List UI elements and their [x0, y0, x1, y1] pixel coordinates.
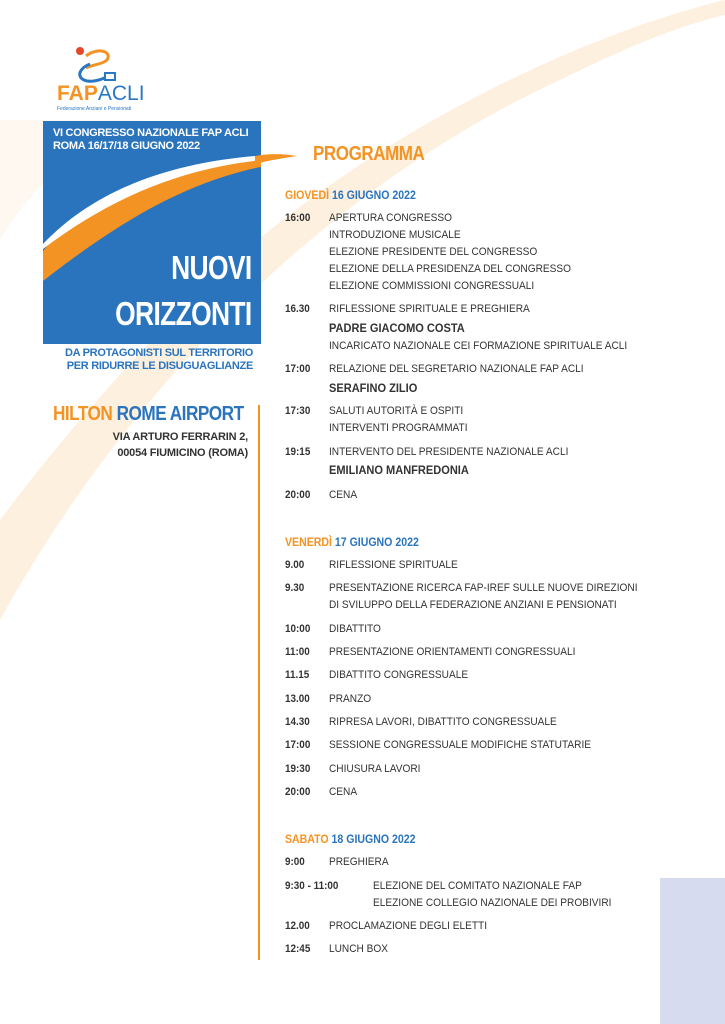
schedule-event: RELAZIONE DEL SEGRETARIO NAZIONALE FAP ACLI: [329, 363, 584, 375]
logo-acli-text: ACLI: [97, 82, 145, 105]
divider-line: [258, 405, 260, 960]
swoosh-tail: [255, 148, 300, 168]
schedule-event: SESSIONE CONGRESSUALE MODIFICHE STATUTARIE: [329, 739, 592, 751]
venue-name-part-2: ROME AIRPORT: [116, 403, 244, 425]
tagline-line-1: DA PROTAGONISTI SUL TERRITORIO: [65, 347, 253, 359]
schedule-time: 14.30: [285, 716, 310, 728]
schedule-event: LUNCH BOX: [329, 943, 389, 955]
schedule-event: ELEZIONE COMMISSIONI CONGRESSUALI: [329, 280, 535, 292]
schedule-time: 12:45: [285, 943, 311, 955]
title-line-1: NUOVI: [171, 249, 252, 286]
venue-address-line-2: 00054 FIUMICINO (ROMA): [117, 447, 248, 459]
schedule-time: 16:00: [285, 212, 311, 224]
schedule-event: PRESENTAZIONE RICERCA FAP-IREF SULLE NUOVE DIREZIONI: [329, 582, 638, 594]
schedule-event: ELEZIONE PRESIDENTE DEL CONGRESSO: [329, 246, 538, 258]
schedule-event: RIFLESSIONE SPIRITUALE E PREGHIERA: [329, 303, 530, 315]
schedule-time: 19:30: [285, 763, 311, 775]
schedule-event: CHIUSURA LAVORI: [329, 763, 421, 775]
schedule-event: PREGHIERA: [329, 856, 389, 868]
schedule-time: 20:00: [285, 786, 311, 798]
congress-line-2: ROMA 16/17/18 GIUGNO 2022: [53, 140, 200, 152]
schedule-event: CENA: [329, 786, 358, 798]
day-heading: [285, 832, 416, 846]
schedule-time: 9:00: [285, 856, 305, 868]
day-date: 18 GIUGNO 2022: [331, 832, 416, 846]
speaker-name: EMILIANO MANFREDONIA: [329, 463, 469, 477]
venue-address-line-1: VIA ARTURO FERRARIN 2,: [112, 431, 248, 443]
title-line-2: ORIZZONTI: [115, 295, 252, 332]
schedule-event: ELEZIONE DELLA PRESIDENZA DEL CONGRESSO: [329, 263, 572, 275]
day-name: VENERDÌ: [285, 535, 332, 549]
schedule-time: 13.00: [285, 693, 310, 705]
schedule-time: 9:30 - 11:00: [285, 880, 339, 892]
schedule-event: PRANZO: [329, 693, 372, 705]
schedule-time: 19:15: [285, 446, 311, 458]
schedule-time: 11:00: [285, 646, 310, 658]
venue-name-part-1: HILTON: [53, 403, 113, 425]
congress-title-box: [43, 121, 261, 344]
schedule-event: DI SVILUPPO DELLA FEDERAZIONE ANZIANI E PENSIONATI: [329, 599, 617, 611]
schedule-event: SALUTI AUTORITÀ E OSPITI: [329, 405, 464, 417]
schedule-event: INTRODUZIONE MUSICALE: [329, 229, 461, 241]
day-date: 17 GIUGNO 2022: [334, 535, 419, 549]
day-name: SABATO: [285, 832, 329, 846]
schedule-time: 11.15: [285, 669, 310, 681]
speaker-name: SERAFINO ZILIO: [329, 381, 418, 395]
schedule-time: 16.30: [285, 303, 310, 315]
schedule-event: DIBATTITO CONGRESSUALE: [329, 669, 469, 681]
schedule-time: 10:00: [285, 623, 311, 635]
schedule-event: PROCLAMAZIONE DEGLI ELETTI: [329, 920, 488, 932]
logo-fap-text: FAP: [57, 82, 98, 105]
tagline-line-2: PER RIDURRE LE DISUGUAGLIANZE: [66, 360, 253, 372]
congress-line-1: VI CONGRESSO NAZIONALE FAP ACLI: [53, 127, 249, 139]
logo-subtitle: Federazione Anziani e Pensionati: [57, 106, 132, 112]
schedule-time: 20:00: [285, 489, 311, 501]
schedule-time: 17:00: [285, 363, 311, 375]
schedule-event: RIPRESA LAVORI, DIBATTITO CONGRESSUALE: [329, 716, 557, 728]
schedule-event: CENA: [329, 489, 358, 501]
logo-wordmark: [57, 83, 145, 104]
schedule-event: DIBATTITO: [329, 623, 381, 635]
speaker-name: PADRE GIACOMO COSTA: [329, 321, 465, 335]
schedule-event: INTERVENTI PROGRAMMATI: [329, 422, 468, 434]
speaker-role: INCARICATO NAZIONALE CEI FORMAZIONE SPIRITUALE ACLI: [329, 340, 628, 352]
decorative-corner-block: [660, 878, 725, 1024]
schedule-time: 17:00: [285, 739, 311, 751]
day-name: GIOVEDÌ: [285, 188, 330, 202]
schedule-event: RIFLESSIONE SPIRITUALE: [329, 559, 458, 571]
day-heading: [285, 188, 416, 202]
day-heading: [285, 535, 419, 549]
day-date: 16 GIUGNO 2022: [331, 188, 416, 202]
schedule-event: ELEZIONE COLLEGIO NAZIONALE DEI PROBIVIRI: [373, 897, 612, 909]
schedule-time: 9.30: [285, 582, 305, 594]
schedule-event: INTERVENTO DEL PRESIDENTE NAZIONALE ACLI: [329, 446, 569, 458]
schedule-event: ELEZIONE DEL COMITATO NAZIONALE FAP: [373, 880, 582, 892]
schedule-time: 9.00: [285, 559, 305, 571]
schedule-event: APERTURA CONGRESSO: [329, 212, 452, 224]
schedule-time: 12.00: [285, 920, 310, 932]
schedule-time: 17:30: [285, 405, 311, 417]
venue-name: [53, 403, 244, 426]
programme-title: PROGRAMMA: [313, 143, 425, 165]
schedule-event: PRESENTAZIONE ORIENTAMENTI CONGRESSUALI: [329, 646, 576, 658]
